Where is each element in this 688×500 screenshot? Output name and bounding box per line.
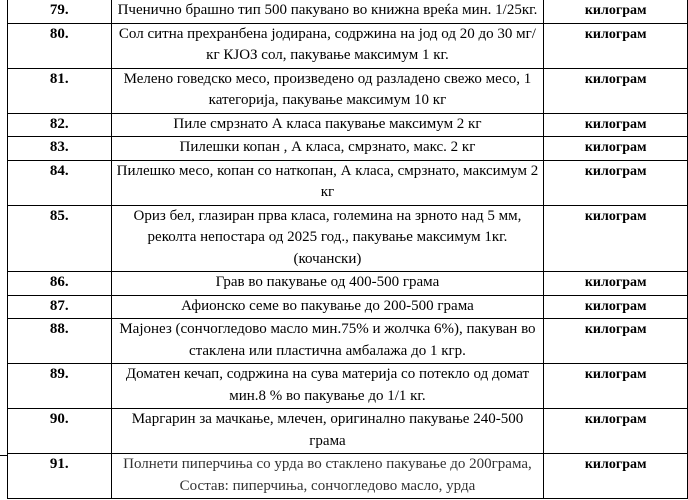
item-unit: килограм [544,319,688,364]
item-unit: килограм [544,68,688,113]
table-row [8,137,688,161]
table-row [8,160,688,205]
table-row [8,68,688,113]
item-description: Пченично брашно тип 500 пакувано во книжна вреќа мин. 1/25кг. [111,0,544,23]
item-unit: килограм [544,454,688,499]
item-unit: килограм [544,364,688,409]
table-row [8,454,688,499]
item-description: Ориз бел, глaзиран прва класа, големина на зрното над 5 мм, реколта непостара од 2025 год., пакување максимум 1кг. (кочански) [111,205,544,272]
item-unit: килограм [544,113,688,137]
item-number: 83. [8,137,112,161]
table-row [8,0,688,23]
item-number: 90. [8,409,112,454]
item-description: Полнети пиперчиња со урда во стаклено пакување до 200грама, Состав: пиперчиња, сончогледово масло, урда [111,454,544,499]
table-row [8,364,688,409]
item-number: 80. [8,23,112,68]
item-description: Пилешки копан , А класа, смрзнато, макс. 2 кг [111,137,544,161]
page-edge-marker [0,455,7,456]
item-description: Сол ситна прехранбена јодирана, содржина на јод од 20 до 30 мг/кг КЈОЗ сол, пакување максимум 1 кг. [111,23,544,68]
table-row [8,205,688,272]
item-number: 91. [8,454,112,499]
table-row [8,409,688,454]
item-number: 88. [8,319,112,364]
item-unit: килограм [544,0,688,23]
item-number: 82. [8,113,112,137]
item-description: Грав во пакување од 400-500 грама [111,272,544,296]
item-number: 87. [8,295,112,319]
item-unit: килограм [544,23,688,68]
item-description: Мајонез (сончогледово масло мин.75% и жолчка 6%), пакуван во стаклена или пластична амбалажа до 1 кгр. [111,319,544,364]
item-number: 85. [8,205,112,272]
item-description: Пиле смрзнато А класа пакување максимум 2 кг [111,113,544,137]
table-row [8,23,688,68]
item-number: 84. [8,160,112,205]
item-description: Маргарин за мачкање, млечен, оригинално пакување 240-500 грама [111,409,544,454]
item-unit: килограм [544,409,688,454]
table-row [8,113,688,137]
item-description: Афионско семе во пакување до 200-500 грама [111,295,544,319]
table-row [8,295,688,319]
item-number: 79. [8,0,112,23]
item-unit: килограм [544,205,688,272]
item-description: Пилешко месо, копан со наткопан, А класа, смрзнато, максимум 2 кг [111,160,544,205]
item-unit: килограм [544,137,688,161]
item-number: 81. [8,68,112,113]
item-description: Доматен кечап, содржина на сува материја со потекло од домат мин.8 % во пакување до 1/1 кг. [111,364,544,409]
item-unit: килограм [544,160,688,205]
item-number: 86. [8,272,112,296]
table-row [8,272,688,296]
items-table [7,0,688,499]
item-description: Мелено говедско месо, произведено од разладено свежо месо, 1 категорија, пакување максимум 10 кг [111,68,544,113]
item-unit: килограм [544,272,688,296]
item-unit: килограм [544,295,688,319]
table-row [8,319,688,364]
item-number: 89. [8,364,112,409]
